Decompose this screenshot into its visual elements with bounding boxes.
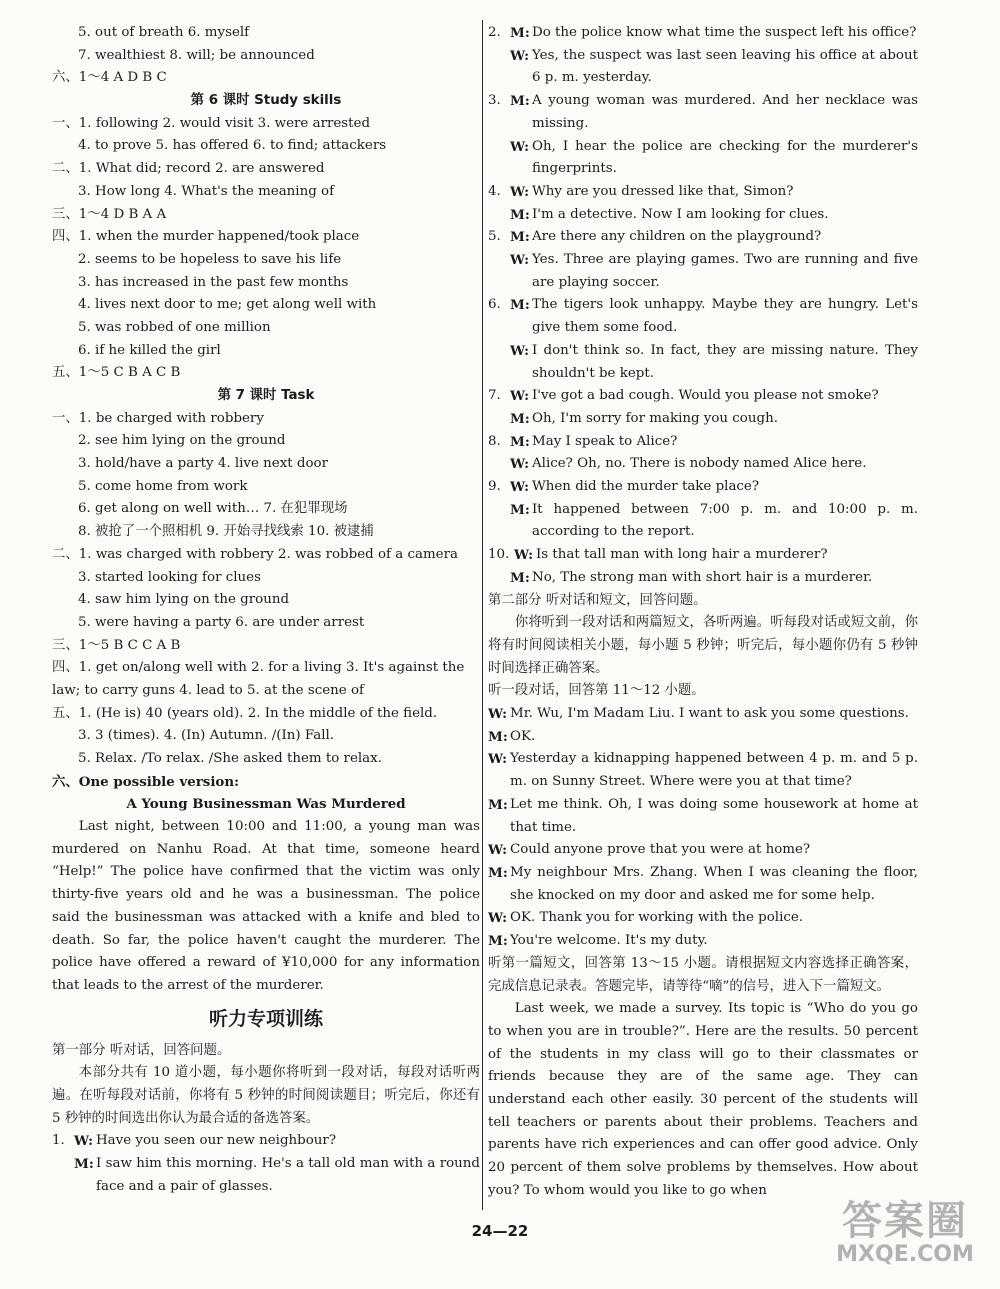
dialog-line [488, 431, 918, 454]
speaker: W: [510, 479, 530, 496]
answer-line: 6. get along on well with… 7. 在犯罪现场 [78, 501, 348, 517]
answer-line: 4. saw him lying on the ground [78, 592, 290, 608]
answer-line: law; to carry guns 4. lead to 5. at the scene of [52, 682, 364, 698]
answer-line: 7. wealthiest 8. will; be announced [78, 47, 315, 63]
answer-line: 8. 被抢了一个照相机 9. 开始寻找线索 10. 被逮捕 [78, 524, 374, 540]
question-number [488, 45, 510, 90]
dialog-text: Are there any children on the playground? [532, 229, 822, 245]
speaker: W: [510, 138, 530, 155]
dialog-line [488, 340, 918, 385]
dialog-text: I've got a bad cough. Would you please not smoke? [532, 388, 879, 404]
answer-line: 2. see him lying on the ground [78, 433, 286, 449]
answer-line: 3. has increased in the past few months [78, 274, 349, 290]
question-number [488, 453, 510, 476]
dialog-line [488, 907, 918, 930]
dialog-text: May I speak to Alice? [532, 433, 678, 449]
dialog-line [488, 408, 918, 431]
speaker: M: [510, 501, 530, 518]
watermark-url: MXQE.COM [836, 1242, 974, 1267]
part2-instructions: 你将听到一段对话和两篇短文，各听两遍。听每段对话或短文前，你将有时间阅读相关小题，每小题 5 秒钟；听完后，每小题你仍有 5 秒钟时间选择正确答案。 [488, 615, 918, 676]
speaker: W: [510, 183, 530, 200]
speaker: W: [488, 751, 508, 768]
essay-title: A Young Businessman Was Murdered [126, 796, 406, 813]
conversation [488, 703, 918, 953]
speaker: M: [488, 728, 508, 745]
dialog-line [488, 499, 918, 544]
question-number [488, 204, 510, 227]
speaker: W: [510, 388, 530, 405]
dialog-line [488, 794, 918, 839]
question-number [52, 1153, 74, 1198]
dialog-text: I don't think so. In fact, they are missing nature. They shouldn't be kept. [532, 342, 918, 381]
answer-line: 2. seems to be hopeless to save his life [78, 251, 342, 267]
speaker: M: [510, 93, 530, 110]
dialog-line [488, 839, 918, 862]
lesson7-title: 第 7 课时 Task [217, 388, 315, 403]
dialog-text: Yesterday a kidnapping happened between 4 p. m. and 5 p. m. on Sunny Street. Where were you at that time? [510, 751, 918, 790]
dialog-line [488, 385, 918, 408]
dialog-text: It happened between 7:00 p. m. and 10:00 p. m. according to the report. [532, 501, 918, 540]
dialog-line [488, 294, 918, 339]
dialog-line [488, 544, 918, 567]
speaker: M: [510, 410, 530, 427]
dialog-text: Mr. Wu, I'm Madam Liu. I want to ask you some questions. [510, 706, 909, 722]
answer-line: 二、1. was charged with robbery 2. was robbed of a camera [52, 546, 458, 562]
speaker: W: [510, 252, 530, 269]
dialog-line [488, 90, 918, 135]
part1-heading: 第一部分 听对话，回答问题。 [52, 1042, 231, 1058]
question-number: 9. [488, 479, 501, 495]
watermark [830, 1199, 980, 1267]
speaker: W: [488, 842, 508, 859]
dialog-text: Yes. Three are playing games. Two are running and five are playing soccer. [532, 252, 918, 290]
question-number: 1. [52, 1133, 65, 1149]
dialog-text: Why are you dressed like that, Simon? [532, 183, 794, 199]
answer-line: 一、1. following 2. would visit 3. were arrested [52, 115, 371, 131]
answer-line: 6. if he killed the girl [78, 342, 221, 358]
speaker: W: [510, 456, 530, 473]
left-column [52, 22, 480, 1199]
part2-heading: 第二部分 听对话和短文，回答问题。 [488, 592, 707, 608]
passage-body: Last week, we made a survey. Its topic is “Who do you go to when you are in trouble?”. Here are the results. 50 percent of the students in my class will go to their classmates or friends because they are of the same age. They can understand each other easily. 30 percent of the students will tell teachers or parents about their problems. Teachers and parents have rich experiences and can offer good advice. Only 20 percent of them solve problems by themselves. How about you? To whom would you like to go when [488, 1001, 918, 1198]
dialog-text: When did the murder take place? [532, 479, 760, 495]
right-column [488, 22, 918, 1203]
dialog-text: A young woman was murdered. And her necklace was missing. [532, 93, 918, 131]
writing-label: 六、One possible version: [52, 773, 240, 790]
dialog-text: Let me think. Oh, I was doing some housework at home at that time. [510, 796, 918, 835]
answer-line: 三、1～4 D B A A [52, 206, 167, 222]
dialog-text: I saw him this morning. He's a tall old man with a round face and a pair of glasses. [96, 1156, 480, 1194]
dialog-text: Could anyone prove that you were at home? [510, 842, 811, 858]
dialog-line [488, 249, 918, 294]
speaker: M: [74, 1156, 94, 1173]
dialog-text: Alice? Oh, no. There is nobody named Alice here. [532, 456, 867, 472]
question-number: 8. [488, 433, 501, 449]
answer-line: 五、1. (He is) 40 (years old). 2. In the middle of the field. [52, 705, 438, 721]
dialog-line [488, 204, 918, 227]
dialog-line [488, 748, 918, 793]
speaker: W: [488, 706, 508, 723]
answer-line: 二、1. What did; record 2. are answered [52, 161, 325, 177]
dialog-line [52, 1130, 480, 1153]
speaker: M: [488, 864, 508, 881]
answer-line: 三、1～5 B C C A B [52, 637, 181, 653]
dialog-line [52, 1153, 480, 1198]
dialog-text: My neighbour Mrs. Zhang. When I was cleaning the floor, she knocked on my door and asked me for some help. [510, 864, 918, 903]
answer-line: 一、1. be charged with robbery [52, 410, 264, 426]
answer-line: 5. out of breath 6. myself [78, 25, 250, 40]
part1-instructions: 本部分共有 10 道小题，每小题你将听到一段对话，每段对话听两遍。在听每段对话前，你将有 5 秒钟的时间阅读题目；听完后，你还有 5 秒钟的时间选出你认为最合适的备选答案。 [52, 1065, 480, 1126]
question-number [488, 249, 510, 294]
dialog-line [488, 726, 918, 749]
dialog-text: Do the police know what time the suspect left his office? [532, 25, 917, 40]
speaker: M: [510, 433, 530, 450]
answer-line: 六、1～4 A D B C [52, 70, 167, 86]
answer-line: 5. Relax. /To relax. /She asked them to relax. [78, 751, 382, 766]
speaker: W: [510, 342, 530, 359]
lesson6-title: 第 6 课时 Study skills [190, 93, 342, 109]
answer-line: 3. hold/have a party 4. live next door [78, 456, 329, 472]
dialog-line [488, 22, 918, 45]
listening-title: 听力专项训练 [208, 1007, 323, 1030]
dialog-line [488, 567, 918, 590]
speaker: W: [514, 547, 534, 564]
speaker: W: [488, 910, 508, 927]
dialog-line [488, 476, 918, 499]
dialog-line [488, 930, 918, 953]
dialog-text: OK. [510, 728, 536, 744]
answer-line: 五、1～5 C B A C B [52, 365, 181, 381]
answer-line: 5. come home from work [78, 478, 248, 494]
answer-line: 4. to prove 5. has offered 6. to find; attackers [78, 138, 387, 154]
page-number: 24—22 [471, 1222, 529, 1240]
question-number: 10. [488, 547, 510, 563]
dialog-line [488, 703, 918, 726]
question-number: 2. [488, 25, 501, 40]
watermark-logo: 答案圈 [842, 1198, 968, 1244]
dialog-text: Is that tall man with long hair a murderer? [536, 547, 828, 563]
dialog-text: Have you seen our new neighbour? [96, 1133, 336, 1149]
dialog-text: The tigers look unhappy. Maybe they are hungry. Let's give them some food. [532, 297, 918, 336]
answer-line: 四、1. get on/along well with 2. for a living 3. It's against the [52, 660, 465, 676]
speaker: W: [74, 1133, 94, 1150]
dialog-text: Oh, I hear the police are checking for the murderer's fingerprints. [532, 138, 918, 177]
dialog-text: OK. Thank you for working with the police. [510, 910, 804, 926]
speaker: M: [510, 229, 530, 246]
dialog-line [488, 226, 918, 249]
dialog-text: I'm a detective. Now I am looking for clues. [532, 206, 829, 222]
dialog-text: You're welcome. It's my duty. [510, 933, 708, 949]
answer-line: 3. started looking for clues [78, 569, 261, 585]
dialog-text: Oh, I'm sorry for making you cough. [532, 410, 778, 426]
column-divider [482, 20, 483, 1210]
question-number [488, 340, 510, 385]
answer-line: 3. How long 4. What's the meaning of [78, 183, 335, 199]
q11-12-heading: 听一段对话，回答第 11～12 小题。 [488, 683, 705, 699]
question-number: 5. [488, 229, 501, 245]
speaker: M: [510, 25, 530, 41]
q13-15-heading: 听第一篇短文，回答第 13～15 小题。请根据短文内容选择正确答案，完成信息记录表。答题完毕，请等待“嘀”的信号，进入下一篇短文。 [488, 955, 918, 994]
dialog-list [488, 22, 918, 590]
question-number: 4. [488, 183, 501, 199]
question-number: 3. [488, 93, 501, 109]
question-number [488, 136, 510, 181]
speaker: M: [510, 569, 530, 586]
answer-line: 5. were having a party 6. are under arrest [78, 614, 365, 630]
answer-line: 4. lives next door to me; get along well with [78, 297, 377, 313]
dialog-line [488, 862, 918, 907]
dialog-line [488, 136, 918, 181]
answer-line: 3. 3 (times). 4. (In) Autumn. /(In) Fall. [78, 728, 335, 744]
dialog-line [488, 45, 918, 90]
speaker: W: [510, 47, 530, 64]
question-number: 7. [488, 388, 501, 404]
essay-body: Last night, between 10:00 and 11:00, a young man was murdered on Nanhu Road. At that time, someone heard “Help!” The police have confirmed that the victim was only thirty-five years old and he was a businessman. The police said the businessman was attacked with a knife and bled to death. So far, the police haven't caught the murderer. The police have offered a reward of ¥10,000 for any information that leads to the arrest of the murderer. [52, 819, 480, 993]
question-number [488, 567, 510, 590]
speaker: M: [510, 206, 530, 223]
answer-line: 5. was robbed of one million [78, 319, 271, 335]
question-number: 6. [488, 297, 501, 313]
dialog-line [488, 453, 918, 476]
speaker: M: [488, 933, 508, 950]
dialog-line [488, 181, 918, 204]
speaker: M: [510, 297, 530, 314]
answer-line: 四、1. when the murder happened/took place [52, 229, 360, 245]
question-number [488, 499, 510, 544]
question-number [488, 408, 510, 431]
dialog-text: Yes, the suspect was last seen leaving his office at about 6 p. m. yesterday. [532, 47, 918, 86]
dialog-text: No, The strong man with short hair is a murderer. [532, 569, 873, 585]
speaker: M: [488, 796, 508, 813]
